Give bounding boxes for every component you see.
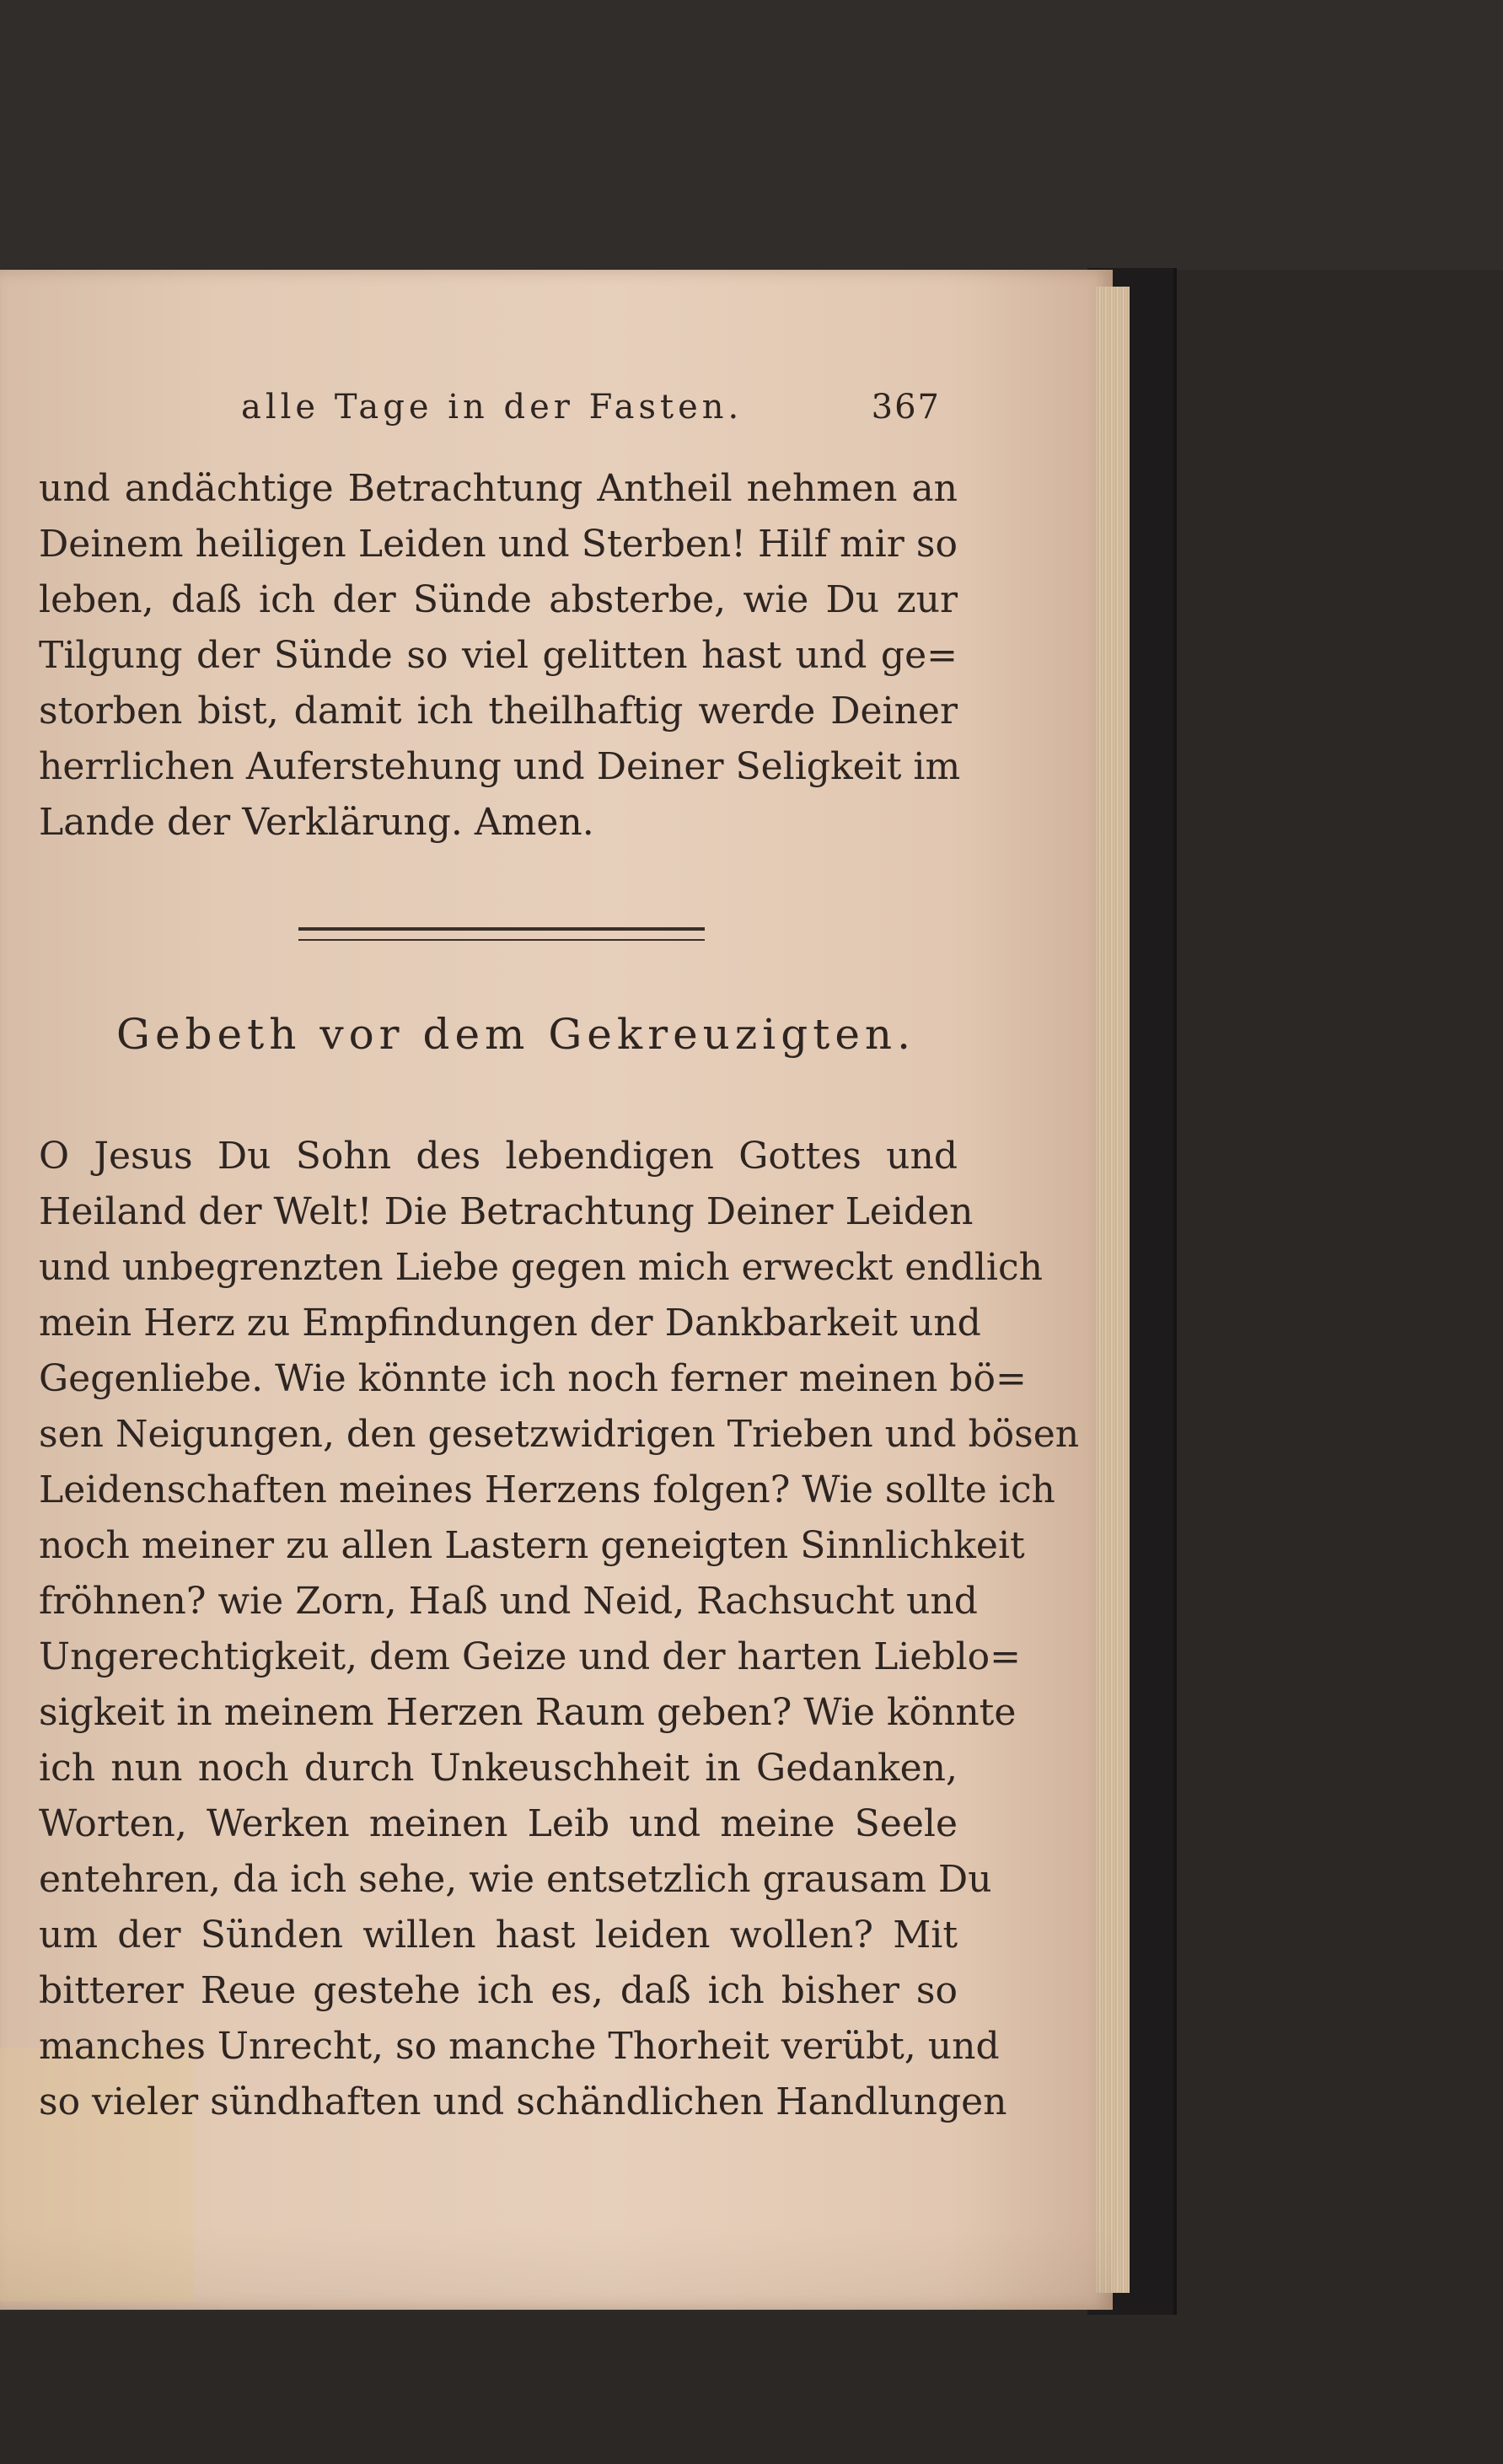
section-heading: Gebeth vor dem Gekreuzigten. (116, 1010, 916, 1059)
text-line: und unbegrenzten Liebe gegen mich erweckt endlich (39, 1246, 1043, 1289)
text-line: bitterer Reue gestehe ich es, daß ich bisher so (39, 1969, 958, 2012)
page-shadow (0, 2227, 1113, 2311)
page-edges (1096, 287, 1130, 2293)
text-line: um der Sünden willen hast leiden wollen? Mit (39, 1914, 958, 1957)
text-line: ich nun noch durch Unkeuschheit in Gedanken, (39, 1747, 958, 1790)
running-head (39, 388, 958, 438)
text-line: Leidenschaften meines Herzens folgen? Wie sollte ich (39, 1468, 1055, 1511)
text-line: Lande der Verklärung. Amen. (39, 801, 594, 844)
text-line: und andächtige Betrachtung Antheil nehmen an (39, 467, 958, 510)
text-line: herrlichen Auferstehung und Deiner Seligkeit im (39, 745, 961, 788)
text-line: fröhnen? wie Zorn, Haß und Neid, Rachsucht und (39, 1580, 978, 1623)
text-line: Worten, Werken meinen Leib und meine Seele (39, 1802, 958, 1845)
text-line: entehren, da ich sehe, wie entsetzlich grausam Du (39, 1858, 992, 1901)
text-line: so vieler sündhaften und schändlichen Handlungen (39, 2080, 1007, 2123)
text-line: Gegenliebe. Wie könnte ich noch ferner meinen bö= (39, 1357, 1027, 1400)
text-line: Ungerechtigkeit, dem Geize und der harten Lieblo= (39, 1635, 1022, 1678)
text-line: O Jesus Du Sohn des lebendigen Gottes und (39, 1135, 958, 1178)
page-number: 367 (871, 388, 941, 427)
text-line: mein Herz zu Empfindungen der Dankbarkeit und (39, 1302, 981, 1345)
running-head-title: alle Tage in der Fasten. (241, 388, 743, 427)
section-divider (298, 927, 705, 941)
text-line: Tilgung der Sünde so viel gelitten hast und ge= (39, 634, 958, 677)
text-line: manches Unrecht, so manche Thorheit verübt, und (39, 2025, 1000, 2068)
text-line: Deinem heiligen Leiden und Sterben! Hilf mir so (39, 523, 958, 566)
text-line: noch meiner zu allen Lastern geneigten Sinnlichkeit (39, 1524, 1025, 1567)
text-line: leben, daß ich der Sünde absterbe, wie Du zur (39, 578, 958, 621)
text-line: sen Neigungen, den gesetzwidrigen Trieben und bösen (39, 1413, 1080, 1456)
text-line: Heiland der Welt! Die Betrachtung Deiner Leiden (39, 1190, 974, 1233)
text-line: sigkeit in meinem Herzen Raum geben? Wie könnte (39, 1691, 1017, 1734)
backdrop (0, 0, 1503, 270)
text-line: storben bist, damit ich theilhaftig werde Deiner (39, 690, 958, 733)
